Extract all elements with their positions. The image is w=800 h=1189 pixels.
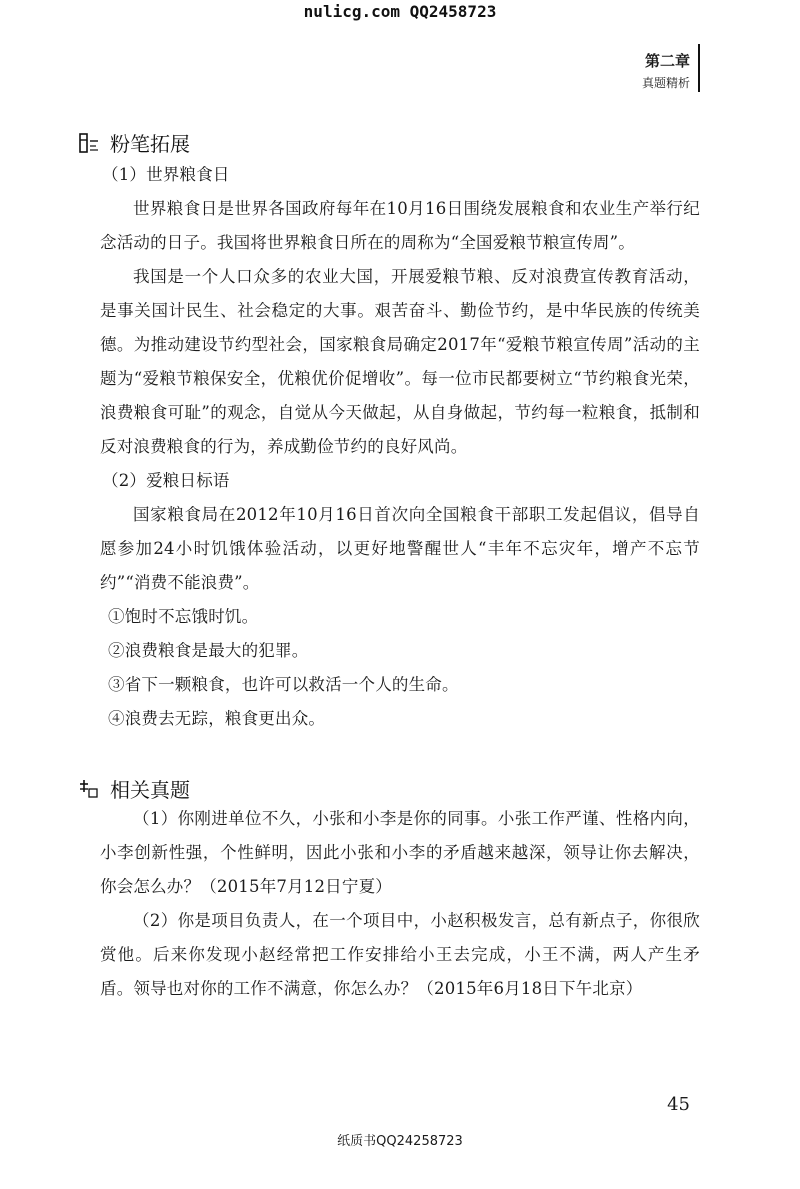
chapter-header (642, 50, 690, 94)
section-heading-text: 相关真题 (110, 778, 190, 802)
slogan-item: ④浪费去无踪，粮食更出众。 (108, 709, 326, 728)
slogan-item: ③省下一颗粮食，也许可以救活一个人的生命。 (108, 675, 459, 694)
exam-question-1: （1）你刚进单位不久，小张和小李是你的同事。小张工作严谨、性格内向，小李创新性强，个性鲜明，因此小张和小李的矛盾越来越深，领导让你去解决，你会怎么办？（2015年7月12日宁夏） (100, 809, 700, 896)
section-heading-extension (78, 128, 190, 157)
section-heading-exam (78, 774, 190, 803)
chapter-subtitle: 真题精析 (641, 76, 690, 90)
subheading-world-food-day: （1）世界粮食日 (102, 165, 230, 184)
watermark-bottom: 纸质书QQ24258723 (337, 1134, 463, 1149)
paragraph-national-policy: 我国是一个人口众多的农业大国，开展爱粮节粮、反对浪费宣传教育活动，是事关国计民生、社会稳定的大事。艰苦奋斗、勤俭节约，是中华民族的传统美德。为推动建设节约型社会，国家粮食局确定2017年“爱粮节粮宣传周”活动的主题为“爱粮节粮保安全，优粮优价促增收”。每一位市民都要树立“节约粮食光荣，浪费粮食可耻”的观念，自觉从今天做起，从自身做起，节约每一粒粮食，抵制和反对浪费粮食的行为，养成勤俭节约的良好风尚。 (100, 267, 700, 456)
paragraph-initiative: 国家粮食局在2012年10月16日首次向全国粮食干部职工发起倡议，倡导自愿参加24小时饥饿体验活动，以更好地警醒世人“丰年不忘灾年，增产不忘节约”“消费不能浪费”。 (100, 505, 700, 592)
exam-question-icon (78, 778, 100, 800)
slogan-item: ①饱时不忘饿时饥。 (108, 607, 259, 626)
chalk-extension-icon (78, 132, 100, 154)
section-heading-text: 粉笔拓展 (110, 132, 190, 156)
chapter-title: 第二章 (644, 52, 690, 70)
slogan-item: ②浪费粮食是最大的犯罪。 (108, 641, 309, 660)
chapter-divider (698, 44, 700, 92)
paragraph-food-day: 世界粮食日是世界各国政府每年在10月16日围绕发展粮食和农业生产举行纪念活动的日子。我国将世界粮食日所在的周称为“全国爱粮节粮宣传周”。 (100, 199, 700, 252)
section-body-extension (100, 158, 700, 736)
page-number: 45 (667, 1094, 690, 1115)
watermark-top: nulicg.com QQ2458723 (303, 2, 497, 21)
exam-question-2: （2）你是项目负责人，在一个项目中，小赵积极发言，总有新点子，你很欣赏他。后来你发现小赵经常把工作安排给小王去完成，小王不满，两人产生矛盾。领导也对你的工作不满意，你怎么办？（2015年6月18日下午北京） (100, 911, 700, 998)
subheading-slogans: （2）爱粮日标语 (102, 471, 230, 490)
section-body-exam (100, 802, 700, 1006)
